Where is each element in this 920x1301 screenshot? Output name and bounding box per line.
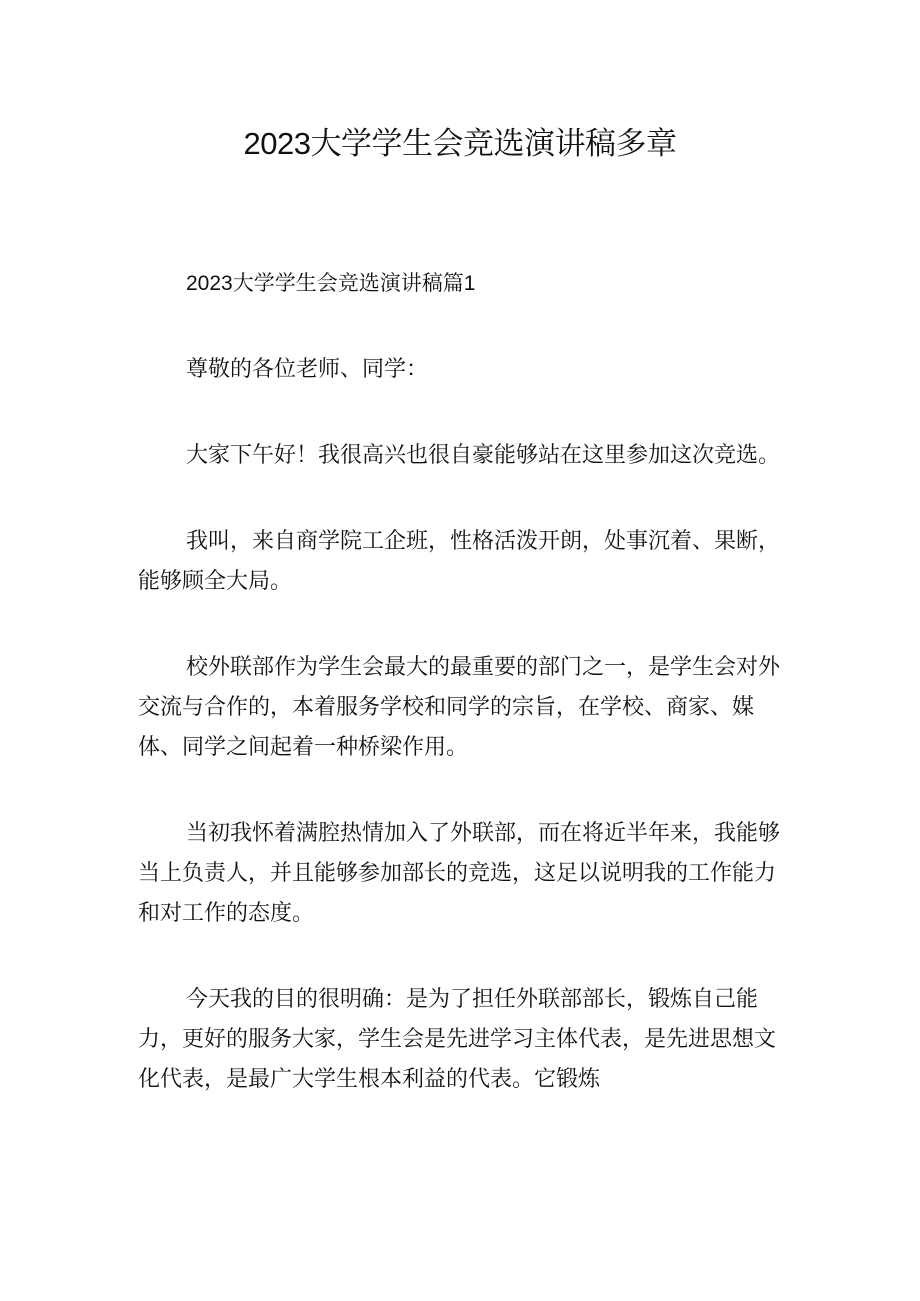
paragraph-5: 今天我的目的很明确：是为了担任外联部部长，锻炼自己能力，更好的服务大家，学生会是先进学习主体代表，是先进思想文化代表，是最广大学生根本利益的代表。它锻炼 — [138, 987, 777, 1092]
paragraph-2: 我叫，来自商学院工企班，性格活泼开朗，处事沉着、果断，能够顾全大局。 — [138, 529, 781, 594]
paragraph-3: 校外联部作为学生会最大的最重要的部门之一，是学生会对外交流与合作的，本着服务学校和同学的宗旨，在学校、商家、媒体、同学之间起着一种桥梁作用。 — [138, 655, 781, 760]
section-heading: 2023大学学生会竞选演讲稿篇1 — [186, 272, 476, 295]
document-body — [138, 264, 788, 1146]
paragraph-4: 当初我怀着满腔热情加入了外联部，而在将近半年来，我能够当上负责人，并且能够参加部长的竞选，这足以说明我的工作能力和对工作的态度。 — [138, 821, 781, 926]
salutation: 尊敬的各位老师、同学： — [186, 357, 429, 382]
document-title: 2023大学学生会竞选演讲稿多章 — [243, 126, 677, 161]
paragraph-1: 大家下午好！我很高兴也很自豪能够站在这里参加这次竞选。 — [186, 443, 781, 468]
